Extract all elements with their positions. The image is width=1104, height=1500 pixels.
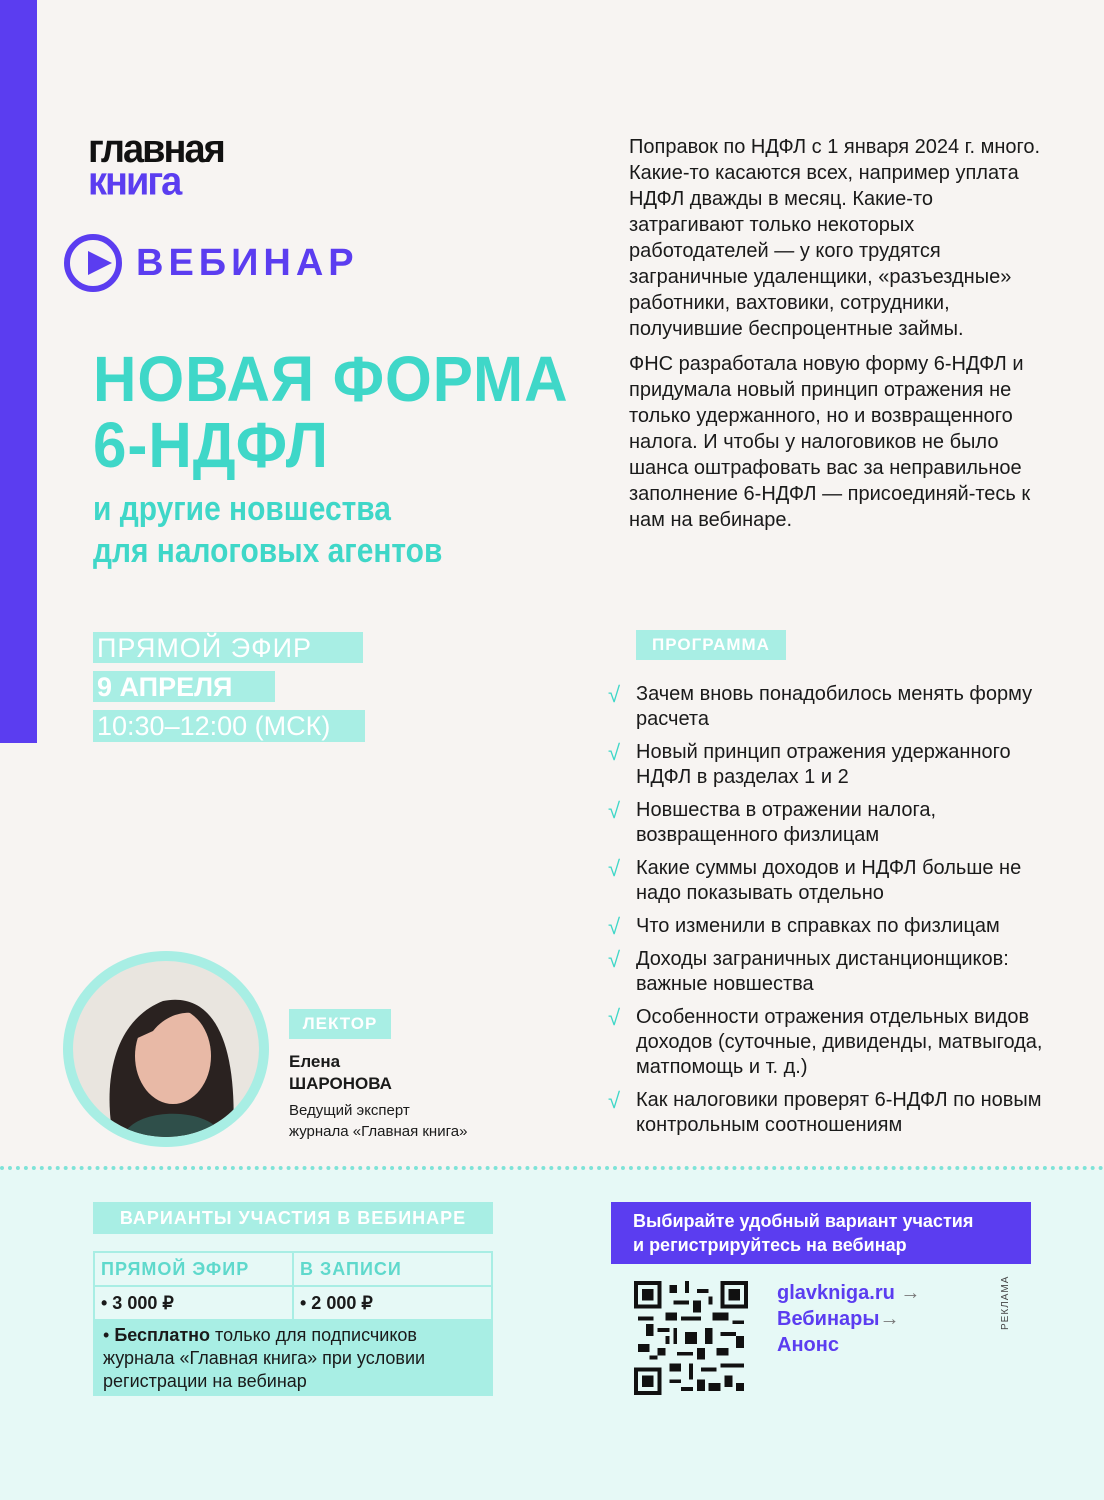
qr-code[interactable]: [634, 1281, 748, 1395]
program-item: √ Зачем вновь понадобилось менять форму расчета: [608, 682, 1033, 730]
col-record-head: В ЗАПИСИ: [292, 1253, 491, 1285]
play-icon: [64, 234, 122, 292]
lector-last-name: ШАРОНОВА: [289, 1074, 392, 1093]
subtitle-line2: для налоговых агентов: [93, 532, 443, 570]
check-icon: √: [608, 856, 621, 881]
program-item: √ Новый принцип отражения удержанного НДФЛ в разделах 1 и 2: [608, 740, 1011, 788]
sidebar-stripe: [0, 0, 37, 743]
lector-first-name: Елена: [289, 1052, 341, 1071]
dotted-divider: [0, 1166, 1104, 1170]
free-note: • Бесплатно только для подписчиков журнала «Главная книга» при условии регистрации на вебинар: [93, 1320, 493, 1396]
program-list: [608, 682, 1068, 1146]
program-item: √ Новшества в отражении налога, возвращенного физлицам: [608, 798, 937, 846]
price-record: • 2 000 ₽: [292, 1287, 491, 1319]
lector-label: ЛЕКТОР: [289, 1009, 391, 1039]
arrow-right-icon: →: [879, 1308, 900, 1330]
table-row: [95, 1253, 491, 1287]
page-subtitle: [93, 488, 442, 572]
program-item: √ Особенности отражения отдельных видов доходов (суточные, дивиденды, матвыгода, матпомощь и т. д.): [608, 1005, 1043, 1078]
lector-role-line1: Ведущий эксперт: [289, 1102, 410, 1119]
logo-line2: книга: [88, 159, 181, 204]
check-icon: √: [608, 1005, 621, 1030]
event-live-label: ПРЯМОЙ ЭФИР: [93, 632, 363, 663]
program-label: ПРОГРАММА: [636, 630, 786, 660]
page-title: [93, 343, 569, 481]
intro-text: [629, 134, 1049, 542]
webinar-label: ВЕБИНАР: [136, 241, 359, 284]
check-icon: √: [608, 740, 621, 765]
check-icon: √: [608, 1088, 621, 1113]
free-note-bold: Бесплатно: [114, 1325, 211, 1345]
cta-banner[interactable]: [611, 1202, 1031, 1264]
intro-paragraph-2: ФНС разработала новую форму 6-НДФЛ и придумала новый принцип отражения не только удержанного, но и возвращенного налога. И чтобы у налоговиков не было шанса оштрафовать вас за неправильное заполнение 6-НДФЛ — присоединяй-тесь к нам на вебинаре.: [629, 353, 1031, 531]
program-item: √ Доходы заграничных дистанционщиков: важные новшества: [608, 947, 1009, 995]
event-date: 9 АПРЕЛЯ: [93, 671, 275, 702]
brand-logo[interactable]: [88, 127, 224, 204]
webinars-link-text: Вебинары: [777, 1308, 880, 1330]
lector-avatar: [73, 961, 259, 1137]
program-item: √ Что изменили в справках по физлицам: [608, 914, 1000, 939]
title-line1: НОВАЯ ФОРМА: [93, 343, 569, 415]
ad-label: РЕКЛАМА: [1000, 1275, 1011, 1330]
cta-line1: Выбирайте удобный вариант участия: [633, 1211, 974, 1231]
free-note-text: только для подписчиков журнала «Главная книга» при условии регистрации на вебинар: [103, 1325, 426, 1391]
check-icon: √: [608, 798, 621, 823]
check-icon: √: [608, 682, 621, 707]
check-icon: √: [608, 947, 621, 972]
webinar-header: [64, 234, 359, 292]
arrow-right-icon: →: [900, 1282, 921, 1304]
logo-line1: главная: [88, 127, 224, 172]
title-line2: 6-НДФЛ: [93, 409, 329, 481]
announce-link[interactable]: Анонс: [777, 1334, 839, 1356]
site-link-text: glavkniga.ru: [777, 1282, 895, 1304]
site-link[interactable]: [777, 1280, 920, 1306]
lector-photo: [63, 951, 269, 1147]
table-row: [95, 1287, 491, 1319]
participation-table: [93, 1251, 493, 1321]
lector-name: [289, 1051, 392, 1095]
event-time: 10:30–12:00 (МСК): [93, 710, 365, 742]
price-live: • 3 000 ₽: [101, 1293, 174, 1313]
subtitle-line1: и другие новшества: [93, 490, 391, 528]
cta-line2: и регистрируйтесь на вебинар: [633, 1235, 907, 1255]
program-item: √ Какие суммы доходов и НДФЛ больше не надо показывать отдельно: [608, 856, 1022, 904]
participation-label: ВАРИАНТЫ УЧАСТИЯ В ВЕБИНАРЕ: [93, 1202, 493, 1234]
check-icon: √: [608, 914, 621, 939]
col-live-head: ПРЯМОЙ ЭФИР: [101, 1259, 250, 1279]
webinars-link[interactable]: [777, 1306, 920, 1332]
program-item: √ Как налоговики проверят 6-НДФЛ по новым контрольным соотношениям: [608, 1088, 1042, 1136]
lector-role: [289, 1100, 467, 1142]
lector-role-line2: журнала «Главная книга»: [289, 1123, 468, 1140]
links-block: [777, 1280, 920, 1358]
intro-paragraph-1: Поправок по НДФЛ с 1 января 2024 г. много. Какие-то касаются всех, например уплата НДФЛ дважды в месяц. Какие-то затрагивают только некоторых работодателей — у кого трудятся заграничные удаленщики, «разъездные» работники, вахтовики, сотрудники, получившие беспроцентные займы.: [629, 136, 1041, 340]
